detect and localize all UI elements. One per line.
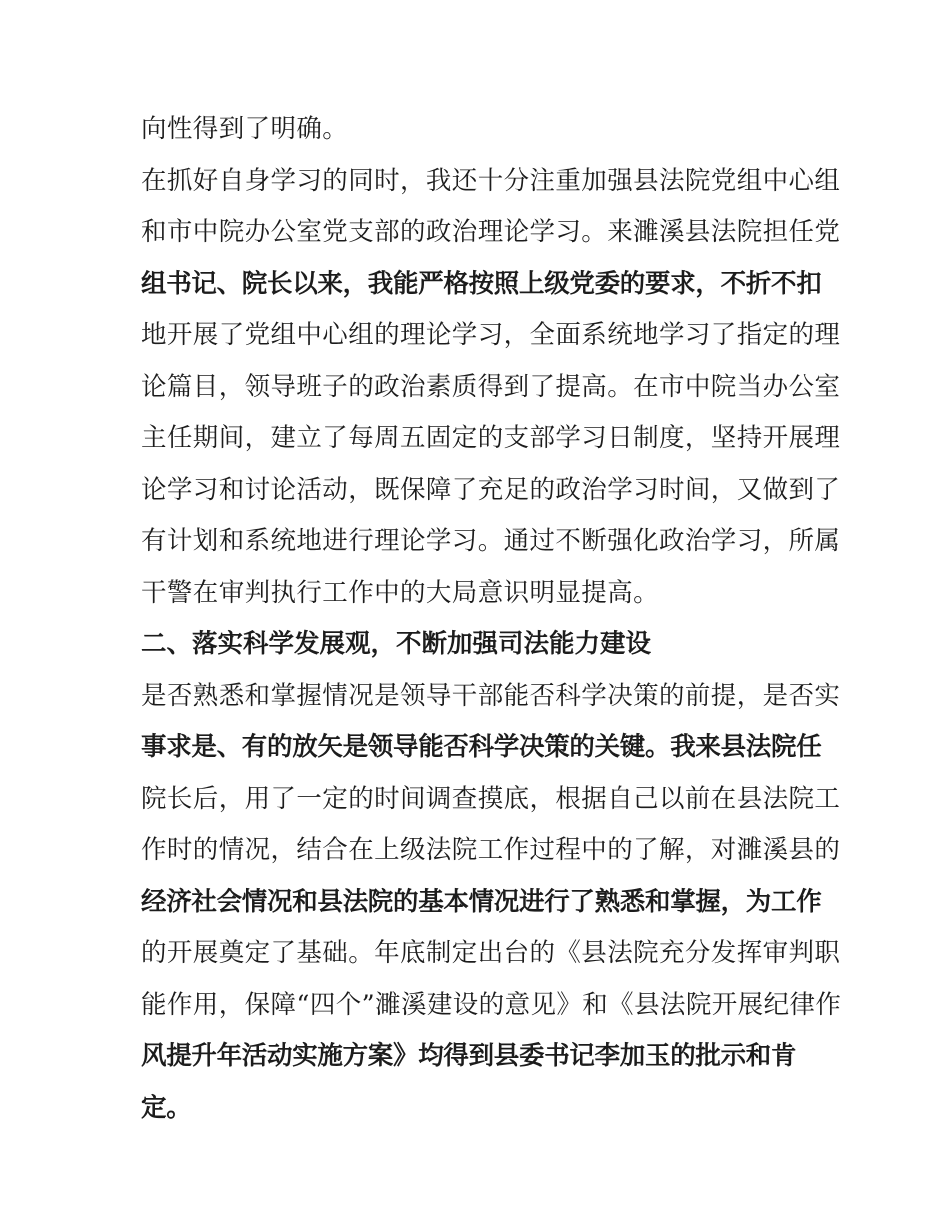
text-line: 向性得到了明确。 bbox=[141, 114, 349, 144]
text-line: 论篇目，领导班子的政治素质得到了提高。在市中院当办公室 bbox=[141, 371, 841, 402]
text-line: 定。 bbox=[141, 1092, 192, 1123]
text-line: 地开展了党组中心组的理论学习，全面系统地学习了指定的理 bbox=[141, 320, 841, 350]
text-line: 在抓好自身学习的同时，我还十分注重加强县法院党组中心组 bbox=[141, 165, 841, 196]
text-line: 院长后，用了一定的时间调查摸底，根据自己以前在县法院工 bbox=[141, 783, 841, 814]
text-line: 是否熟悉和掌握情况是领导干部能否科学决策的前提，是否实 bbox=[141, 680, 841, 711]
text-line: 和市中院办公室党支部的政治理论学习。来濉溪县法院担任党 bbox=[141, 217, 841, 247]
text-line: 的开展奠定了基础。年底制定出台的《县法院充分发挥审判职 bbox=[141, 938, 841, 968]
text-line: 事求是、有的放矢是领导能否科学决策的关键。我来县法院任 bbox=[141, 732, 822, 762]
text-line: 经济社会情况和县法院的基本情况进行了熟悉和掌握，为工作 bbox=[141, 886, 822, 917]
text-line: 作时的情况，结合在上级法院工作过程中的了解，对濉溪县的 bbox=[141, 835, 841, 865]
text-line: 能作用，保障“四个”濉溪建设的意见》和《县法院开展纪律作 bbox=[141, 989, 842, 1020]
text-line: 主任期间，建立了每周五固定的支部学习日制度，坚持开展理 bbox=[141, 423, 841, 453]
text-line: 风提升年活动实施方案》均得到县委书记李加玉的批示和肯 bbox=[141, 1041, 797, 1071]
text-line: 有计划和系统地进行理论学习。通过不断强化政治学习，所属 bbox=[141, 526, 841, 556]
text-line: 干警在审判执行工作中的大局意识明显提高。 bbox=[141, 577, 660, 608]
document-body bbox=[141, 104, 842, 1134]
text-line: 组书记、院长以来，我能严格按照上级党委的要求，不折不扣 bbox=[141, 268, 822, 299]
section-heading: 二、落实科学发展观，不断加强司法能力建设 bbox=[141, 629, 652, 659]
text-line: 论学习和讨论活动，既保障了充足的政治学习时间，又做到了 bbox=[141, 474, 841, 505]
